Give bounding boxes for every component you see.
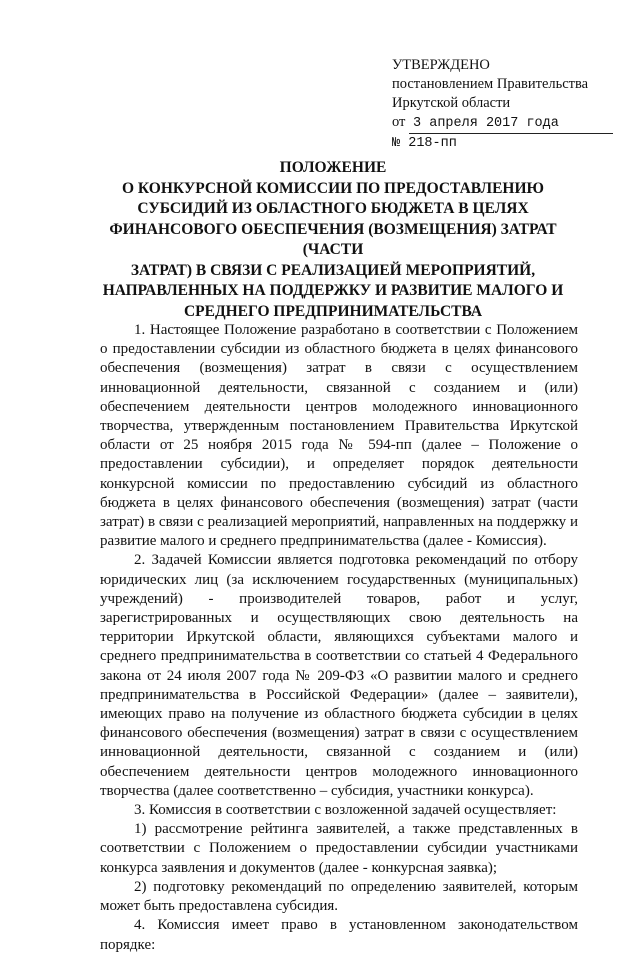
- approval-stamp: [392, 56, 632, 153]
- paragraph-4: 4. Комиссия имеет право в установленном законодательством порядке:: [100, 917, 578, 953]
- paragraph-3: 3. Комиссия в соответствии с возложенной задачей осуществляет:: [134, 802, 557, 819]
- title-line: НАПРАВЛЕННЫХ НА ПОДДЕРЖКУ И РАЗВИТИЕ МАЛОГО И: [102, 282, 564, 299]
- approval-line-1: постановлением Правительства: [392, 76, 589, 92]
- approval-date-line: [392, 113, 632, 134]
- title-line: О КОНКУРСНОЙ КОМИССИИ ПО ПРЕДОСТАВЛЕНИЮ: [122, 179, 544, 197]
- approval-line-2: Иркутской области: [392, 95, 511, 111]
- paragraph-3-item-2: 2) подготовку рекомендаций по определению заявителей, которым может быть предоставлена субсидия.: [100, 878, 578, 915]
- approval-number-prefix: №: [392, 136, 401, 151]
- paragraph-2: 2. Задачей Комиссии является подготовка рекомендаций по отбору юридических лиц (за исключением государственных (муниципальных) учреждений) - производителей товаров, работ и услуг, зарегистрированных и осуществляющих свою деятельность на территории Иркутской области, являющихся субъектами малого и среднего предпринимательства в соответствии со статьей 4 Федерального закона от 24 июля 2007 года № 209-ФЗ «О развитии малого и среднего предпринимательства в Российской Федерации» (далее – заявители), имеющих право на получение из областного бюджета субсидии в целях финансового обеспечения (возмещения) затрат в связи с осуществлением инновационной деятельности, связанной с созданием и (или) обеспечением деятельности центров молодежного инновационного творчества (далее соответственно – субсидия, участники конкурса).: [100, 552, 578, 799]
- paragraph-1: 1. Настоящее Положение разработано в соответствии с Положением о предоставлении субсидии из областного бюджета в целях финансового обеспечения (возмещения) затрат в связи с осуществлением инновационной деятельности, связанной с созданием и (или) обеспечением деятельности центров молодежного инновационного творчества, утвержденным постановлением Правительства Иркутской области от 25 ноября 2015 года № 594-пп (далее – Положение о предоставлении субсидии), и определяет порядок деятельности конкурсной комиссии по предоставлению субсидий из областного бюджета в целях финансового обеспечения (возмещения) затрат (части затрат) в связи с реализацией мероприятий, направленных на поддержку и развитие малого и среднего предпринимательства (далее - Комиссия).: [100, 322, 578, 550]
- paragraph-3-item-1: 1) рассмотрение рейтинга заявителей, а также представленных в соответствии с Положением о предоставлении субсидии участниками конкурса заявления и документов (далее - конкурсная заявка);: [100, 821, 578, 876]
- document-body: [100, 321, 578, 955]
- title-line: СРЕДНЕГО ПРЕДПРИНИМАТЕЛЬСТВА: [183, 302, 483, 320]
- title-line: СУБСИДИЙ ИЗ ОБЛАСТНОГО БЮДЖЕТА В ЦЕЛЯХ: [137, 200, 529, 217]
- approval-heading: УТВЕРЖДЕНО: [392, 57, 490, 73]
- title-line: ФИНАНСОВОГО ОБЕСПЕЧЕНИЯ (ВОЗМЕЩЕНИЯ) ЗАТРАТ (ЧАСТИ: [109, 220, 557, 258]
- approval-number: 218-пп: [408, 136, 457, 151]
- document-title: [96, 158, 570, 322]
- title-line: ЗАТРАТ) В СВЯЗИ С РЕАЛИЗАЦИЕЙ МЕРОПРИЯТИЙ,: [130, 261, 536, 279]
- approval-date-prefix: от: [392, 114, 406, 130]
- title-line: ПОЛОЖЕНИЕ: [279, 159, 387, 176]
- approval-number-line: [392, 134, 632, 153]
- approval-date: 3 апреля 2017 года: [409, 114, 613, 134]
